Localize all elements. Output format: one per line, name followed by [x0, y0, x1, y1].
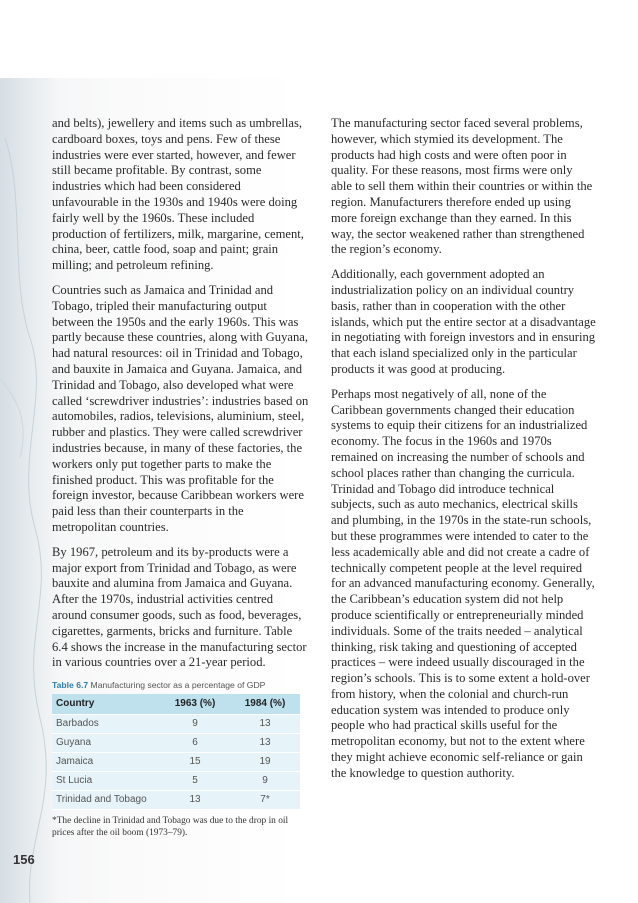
right-column	[331, 116, 596, 791]
header-1963: 1963 (%)	[160, 694, 230, 714]
table-cell: Guyana	[52, 733, 160, 752]
right-paragraph-2: Additionally, each government adopted an industrialization policy on an individual country basis, rather than in cooperation with the other islands, which put the entire sector at a disadvantage in negotiating with foreign investors and in ensuring that each island specialized only in the particular products it was good at producing.	[331, 267, 596, 376]
table-row	[52, 752, 300, 771]
right-paragraph-3: Perhaps most negatively of all, none of the Caribbean governments changed their education systems to equip their citizens for an industrialized economy. The focus in the 1960s and 1970s remained on increasing the number of schools and school places rather than changing the curricula. Trinidad and Tobago did introduce technical subjects, such as auto mechanics, electrical skills and plumbing, in the 1970s in the state-run schools, but these programmes were intended to cater to the less academically able and did not create a cadre of technically competent people at the level required for an advanced manufacturing economy. Generally, the Caribbean’s education system did not help produce scientifically or entrepreneurially minded individuals. Some of the traits needed – analytical thinking, risk taking and questioning of accepted practices – were indeed usually discouraged in the region’s schools. This is to some extent a hold-over from history, when the colonial and church-run education system was intended to produce only people who had practical skills useful for the metropolitan economy, but not to the extent where they might achieve economic self-reliance or gain the knowledge to question authority.	[331, 386, 595, 780]
table-cell: 13	[160, 790, 230, 809]
table-footnote: *The decline in Trinidad and Tobago was due to the drop in oil prices after the oil boom (1973–79).	[52, 815, 289, 838]
map-decoration	[0, 78, 60, 903]
table-cell: 5	[160, 771, 230, 790]
header-country: Country	[52, 694, 160, 714]
left-paragraph-3: By 1967, petroleum and its by-products were a major export from Trinidad and Tobago, as were bauxite and alumina from Jamaica and Guyana. After the 1970s, industrial activities centred around consumer goods, such as food, beverages, cigarettes, garments, bricks and furniture. Table 6.4 shows the increase in the manufacturing sector in various countries over a 21-year period.	[52, 544, 307, 670]
table-cell: 13	[230, 733, 300, 752]
table-cell: St Lucia	[52, 771, 160, 790]
table-cell: 9	[160, 714, 230, 733]
table-row	[52, 790, 300, 809]
table-header-row	[52, 694, 300, 714]
table-caption-number: Table 6.7	[52, 680, 89, 691]
table-row	[52, 771, 300, 790]
table-cell: 13	[230, 714, 300, 733]
table-row	[52, 733, 300, 752]
left-paragraph-2: Countries such as Jamaica and Trinidad and Tobago, tripled their manufacturing output between the 1950s and the early 1960s. This was partly because these countries, along with Guyana, had natural resources: oil in Trinidad and Tobago, and bauxite in Jamaica and Guyana. Jamaica, and Trinidad and Tobago, also developed what were called ‘screwdriver industries’: industries based on automobiles, radios, televisions, aluminium, steel, rubber and plastics. They were called screwdriver industries because, in many of these factories, the workers only put together parts to make the finished product. This was profitable for the foreign investor, because Caribbean workers were paid less than their counterparts in the metropolitan countries.	[52, 282, 309, 534]
table-cell: 7*	[230, 790, 300, 809]
header-1984: 1984 (%)	[230, 694, 300, 714]
table-cell: Trinidad and Tobago	[52, 790, 160, 809]
left-column	[52, 116, 309, 839]
table-cell: Jamaica	[52, 752, 160, 771]
gdp-table	[52, 694, 300, 810]
table-caption-text: Manufacturing sector as a percentage of GDP	[90, 680, 266, 691]
table-cell: 15	[160, 752, 230, 771]
page-number: 156	[13, 852, 35, 867]
table-cell: 19	[230, 752, 300, 771]
table-cell: 6	[160, 733, 230, 752]
table-row	[52, 714, 300, 733]
table-cell: Barbados	[52, 714, 160, 733]
table-cell: 9	[230, 771, 300, 790]
left-paragraph-1: and belts), jewellery and items such as umbrellas, cardboard boxes, toys and pens. Few of these industries were ever started, however, and fewer still became profitable. By contrast, some industries which had been considered unfavourable in the 1930s and 1940s were doing fairly well by the 1960s. These included production of fertilizers, milk, margarine, cement, china, beer, cattle food, soap and paint; grain milling; and petroleum refining.	[52, 116, 304, 273]
gdp-table-block	[52, 680, 300, 839]
table-caption	[52, 680, 300, 691]
right-paragraph-1: The manufacturing sector faced several problems, however, which stymied its development. The products had high costs and were often poor in quality. For these reasons, most firms were only able to sell them within their countries or within the region. Manufacturers therefore ended up using more foreign exchange than they earned. In this way, the sector weakened rather than strengthened the region’s economy.	[331, 116, 593, 257]
